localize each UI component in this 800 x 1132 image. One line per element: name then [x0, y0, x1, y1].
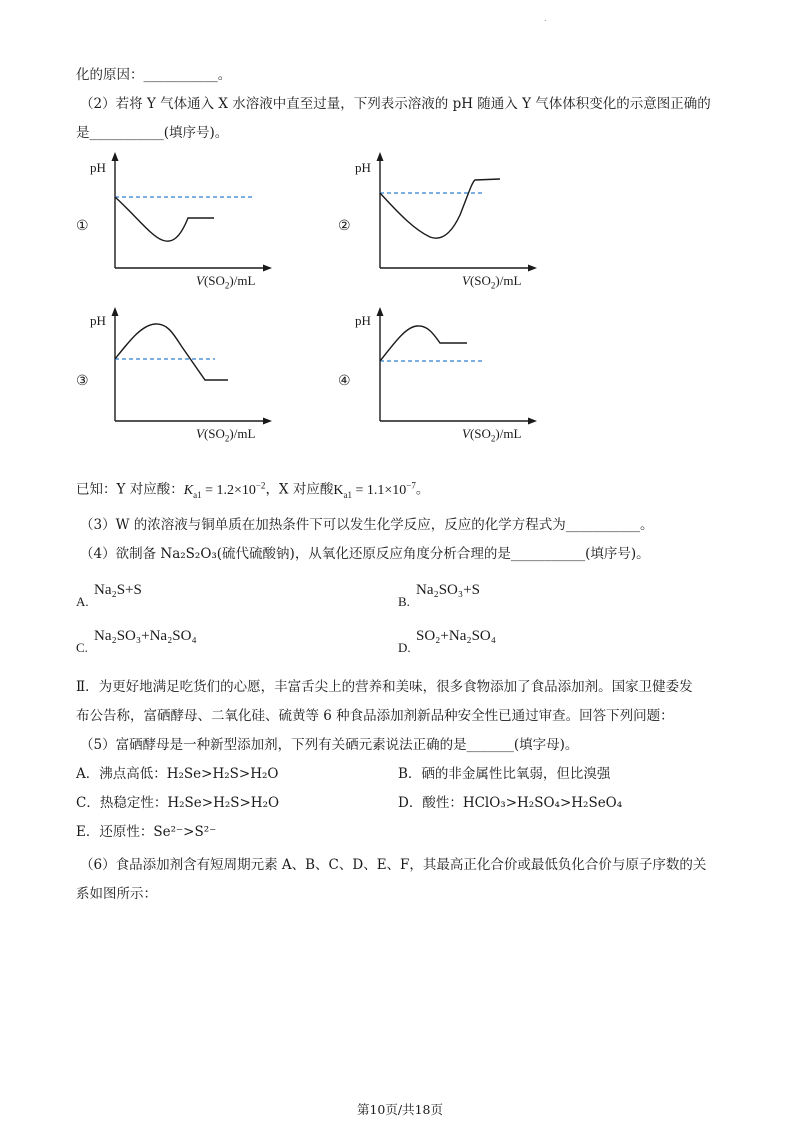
graph-4 — [375, 305, 545, 434]
graph-3 — [110, 305, 280, 434]
q4-option-b: B. Na₂SO₃+S — [398, 582, 480, 609]
question-2-text: （2）若将 Y 气体通入 X 水溶液中直至过量，下列表示溶液的 pH 随通入 Y 气体体积变化的示意图正确的 — [80, 96, 711, 112]
question-6-text-cont: 系如图所示： — [76, 886, 157, 902]
graph-1-label: ① — [76, 218, 89, 234]
q5-option-c: C．热稳定性：H₂Se>H₂S>H₂O — [76, 795, 280, 811]
graph-3-xlabel: $V(SO_2)/mL$ — [196, 426, 256, 444]
q5-option-a: A．沸点高低：H₂Se>H₂S>H₂O — [76, 766, 279, 782]
question-3-text: （3）W 的浓溶液与铜单质在加热条件下可以发生化学反应，反应的化学方程式为___________。 — [80, 517, 654, 533]
graph-2 — [375, 150, 545, 279]
section-2-intro-cont: 布公告称，富硒酵母、二氧化硅、硫黄等 6 种食品添加剂新品种安全性已通过审查。回答下列问题： — [76, 708, 674, 724]
graph-3-label: ③ — [76, 373, 89, 389]
graph-1-ylabel: pH — [90, 160, 106, 175]
page-number: 第10页/共18页 — [356, 1102, 444, 1117]
graph-3-ylabel: pH — [90, 313, 106, 328]
graph-4-label: ④ — [338, 373, 351, 389]
graph-1 — [110, 150, 280, 279]
answer-line-1: 化的原因：___________。 — [76, 67, 232, 83]
question-2-text-cont: 是___________(填序号)。 — [76, 125, 229, 141]
q4-option-d: D. SO₂+Na₂SO₄ — [398, 628, 496, 655]
q4-option-c: C. Na₂SO₃+Na₂SO₄ — [76, 628, 197, 655]
graph-4-ylabel: pH — [355, 313, 371, 328]
q5-option-b: B．硒的非金属性比氧弱，但比溴强 — [398, 766, 611, 782]
q5-option-e: E．还原性：Se²⁻>S²⁻ — [76, 824, 217, 840]
question-5-text: （5）富硒酵母是一种新型添加剂，下列有关硒元素说法正确的是_______(填字母)。 — [80, 737, 579, 753]
graph-2-xlabel: $V(SO_2)/mL$ — [462, 273, 522, 291]
section-2-intro: Ⅱ．为更好地满足吃货们的心愿，丰富舌尖上的营养和美味，很多食物添加了食品添加剂。国家卫健委发 — [76, 679, 693, 695]
graph-1-xlabel: $V(SO_2)/mL$ — [196, 273, 256, 291]
q4-option-a: A. Na₂S+S — [76, 582, 142, 609]
graph-2-label: ② — [338, 218, 351, 234]
known-ka-line: 已知：Y 对应酸：$K_{a1} = 1.2\times 10^{-2}$，X 对应酸$K_{a1} = 1.1\times 10^{-7}$。 — [76, 480, 430, 500]
graph-4-xlabel: $V(SO_2)/mL$ — [462, 426, 522, 444]
question-6-text: （6）食品添加剂含有短周期元素 A、B、C、D、E、F，其最高正化合价或最低负化合价与原子序数的关 — [80, 857, 707, 873]
question-4-text: （4）欲制备 Na₂S₂O₃(硫代硫酸钠)，从氧化还原反应角度分析合理的是___________(填序号)。 — [80, 546, 650, 562]
page-dot: . — [544, 14, 547, 23]
graph-2-ylabel: pH — [355, 160, 371, 175]
q5-option-d: D．酸性：HClO₃>H₂SO₄>H₂SeO₄ — [398, 795, 623, 811]
